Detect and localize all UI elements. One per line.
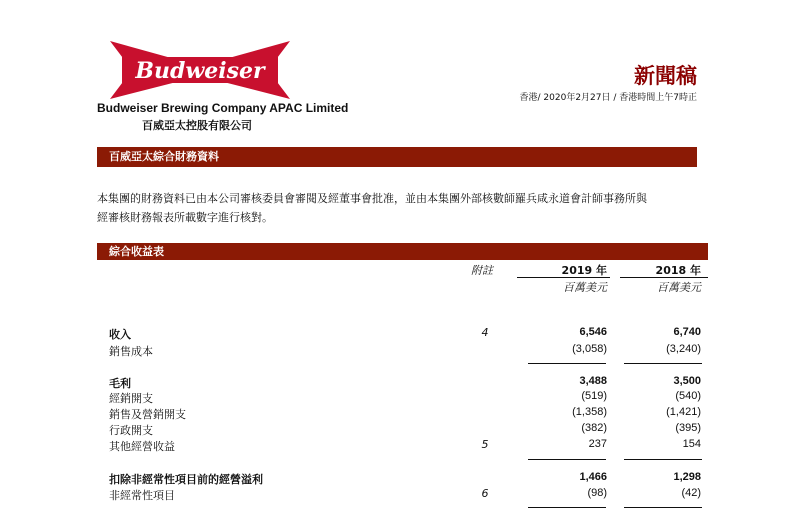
table-row: [0, 438, 792, 454]
table-row: [0, 487, 792, 503]
row-value-2018: 1,298: [673, 471, 701, 483]
table-row: [0, 343, 792, 359]
section-banner-income-statement: [97, 243, 708, 260]
row-value-2019: (382): [581, 422, 607, 434]
row-value-2019: 237: [588, 438, 607, 450]
row-value-2018: (395): [675, 422, 701, 434]
subtotal-rule: [624, 507, 702, 508]
row-value-2018: (540): [675, 390, 701, 402]
header-rule-2019: [517, 277, 610, 278]
table-row: [0, 471, 792, 487]
subtotal-rule: [624, 363, 702, 364]
row-label: 扣除非經常性項目前的經營溢利: [109, 473, 263, 486]
table-row: [0, 390, 792, 406]
row-value-2019: (98): [587, 487, 607, 499]
logo-wordmark: Budweiser: [135, 58, 265, 84]
row-value-2019: 1,466: [579, 471, 607, 483]
year-2018-header: 2018 年: [655, 264, 701, 277]
row-note: 4: [481, 326, 489, 339]
unit-2019: 百萬美元: [563, 281, 607, 294]
row-label: 非經常性項目: [109, 489, 175, 502]
row-label: 經銷開支: [109, 392, 153, 405]
section-title: 百威亞太綜合財務資料: [109, 150, 219, 163]
year-2019-header: 2019 年: [561, 264, 607, 277]
intro-paragraph: [97, 189, 707, 227]
row-value-2019: 6,546: [579, 326, 607, 338]
row-value-2018: (3,240): [666, 343, 701, 355]
row-label: 銷售成本: [109, 345, 153, 358]
row-note: 6: [481, 487, 489, 500]
table-row: [0, 406, 792, 422]
dateline: 香港/ 2020年2月27日 / 香港時間上午7時正: [519, 93, 697, 103]
note-column-header: 附註: [471, 264, 493, 277]
row-value-2019: 3,488: [579, 375, 607, 387]
budweiser-bowtie-logo: [108, 38, 292, 102]
row-label: 其他經營收益: [109, 440, 175, 453]
header-rule-2018: [620, 277, 708, 278]
row-label: 收入: [109, 328, 131, 341]
subtotal-rule: [528, 363, 606, 364]
company-name-english: Budweiser Brewing Company APAC Limited: [97, 101, 349, 115]
table-row: [0, 422, 792, 438]
section-title: 綜合收益表: [109, 245, 164, 258]
row-value-2018: 154: [682, 438, 701, 450]
unit-2018: 百萬美元: [657, 281, 701, 294]
subtotal-rule: [624, 459, 702, 460]
press-release-title: 新聞稿: [634, 64, 697, 88]
row-value-2018: (42): [681, 487, 701, 499]
paragraph-line: 經審核財務報表所載數字進行核對。: [97, 211, 273, 224]
table-row: [0, 326, 792, 342]
row-value-2018: (1,421): [666, 406, 701, 418]
company-name-chinese: 百威亞太控股有限公司: [142, 119, 252, 132]
row-value-2018: 6,740: [673, 326, 701, 338]
subtotal-rule: [528, 507, 606, 508]
row-value-2018: 3,500: [673, 375, 701, 387]
paragraph-line: 本集團的財務資料已由本公司審核委員會審閱及經董事會批准，並由本集團外部核數師羅兵咸永道會計師事務所與: [97, 192, 647, 205]
section-banner-financial-info: [97, 147, 697, 167]
table-row: [0, 375, 792, 391]
row-label: 毛利: [109, 377, 131, 390]
row-label: 銷售及營銷開支: [109, 408, 186, 421]
subtotal-rule: [528, 459, 606, 460]
row-value-2019: (1,358): [572, 406, 607, 418]
row-label: 行政開支: [109, 424, 153, 437]
row-value-2019: (3,058): [572, 343, 607, 355]
row-value-2019: (519): [581, 390, 607, 402]
row-note: 5: [481, 438, 489, 451]
